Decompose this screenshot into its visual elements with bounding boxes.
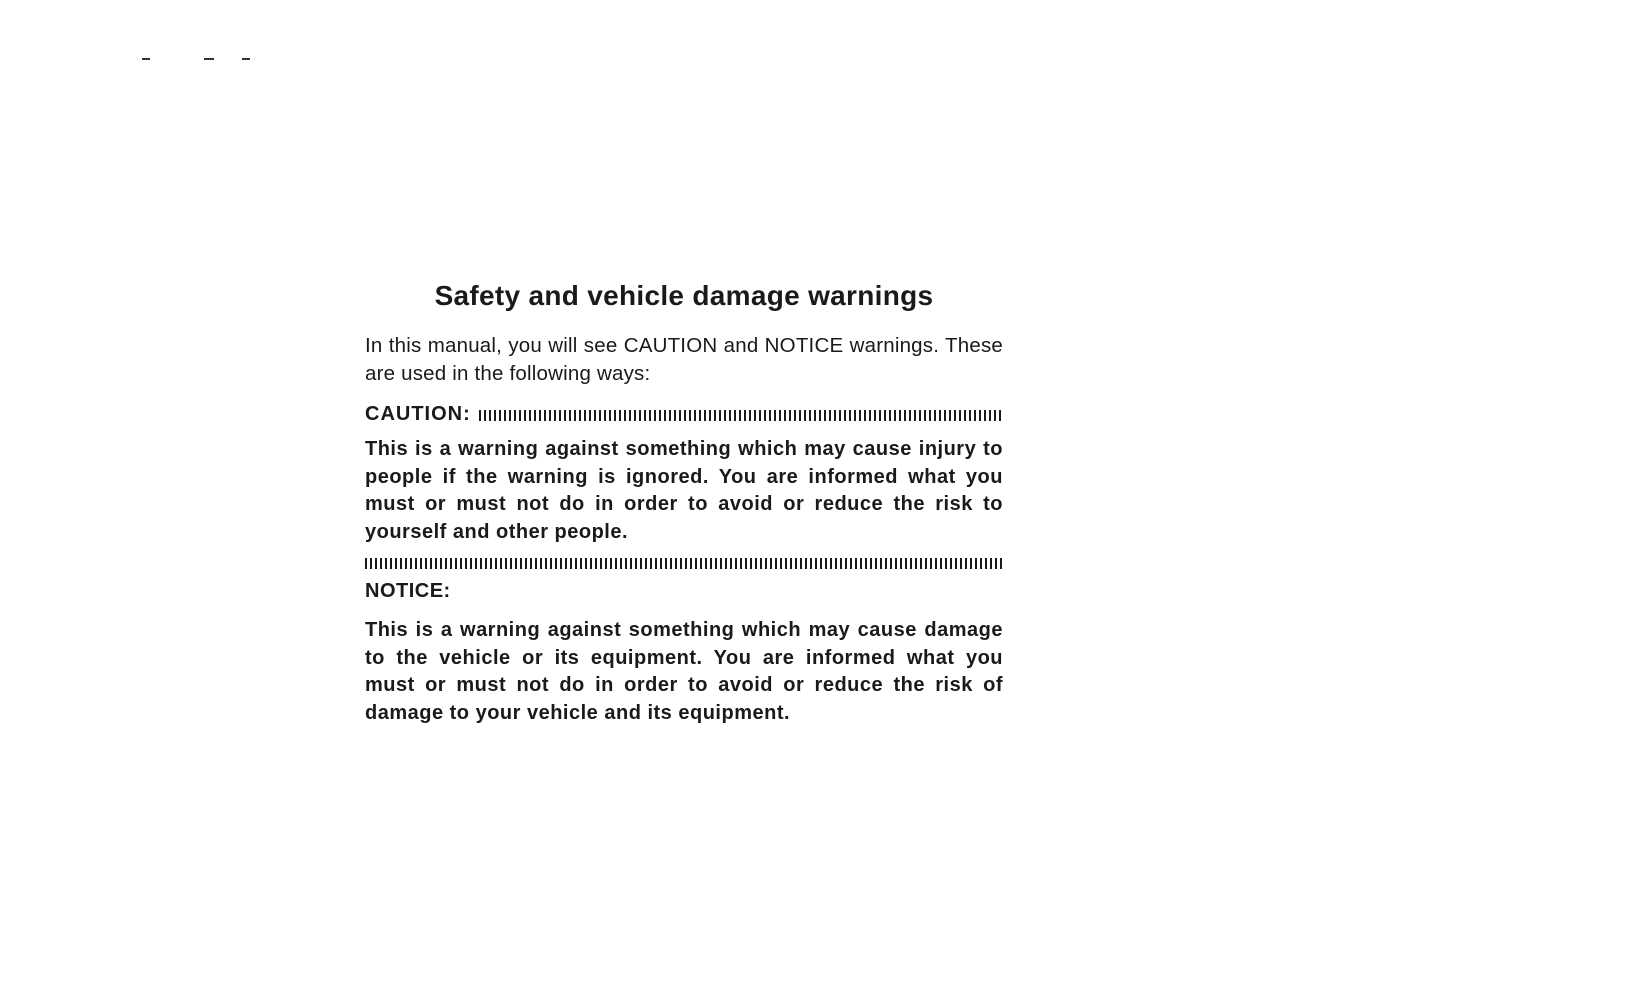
scan-mark [242, 58, 250, 60]
intro-paragraph: In this manual, you will see CAUTION and NOTICE warnings. These are used in the following ways: [365, 334, 1003, 385]
caution-text: This is a warning against something which may cause injury to people if the warning is ignored. You are informed what you must or must not do in order to avoid or reduce the risk to yourself and other people. [365, 438, 1003, 543]
scan-mark [204, 58, 214, 60]
scan-artifact-marks [142, 58, 262, 62]
scan-mark [142, 58, 150, 60]
page-title: Safety and vehicle damage warnings [434, 280, 934, 311]
notice-label: NOTICE: [365, 580, 451, 602]
manual-page-content [365, 280, 1003, 735]
caution-end-hatch-rule [365, 558, 1003, 569]
caution-header [365, 400, 1003, 428]
caution-label: CAUTION: [365, 402, 471, 425]
notice-text: This is a warning against something which may cause damage to the vehicle or its equipment. You are informed what you must or must not do in order to avoid or reduce the risk of damage to your vehicle and its equipment. [365, 619, 1003, 724]
caution-hatch-rule [479, 410, 1003, 421]
